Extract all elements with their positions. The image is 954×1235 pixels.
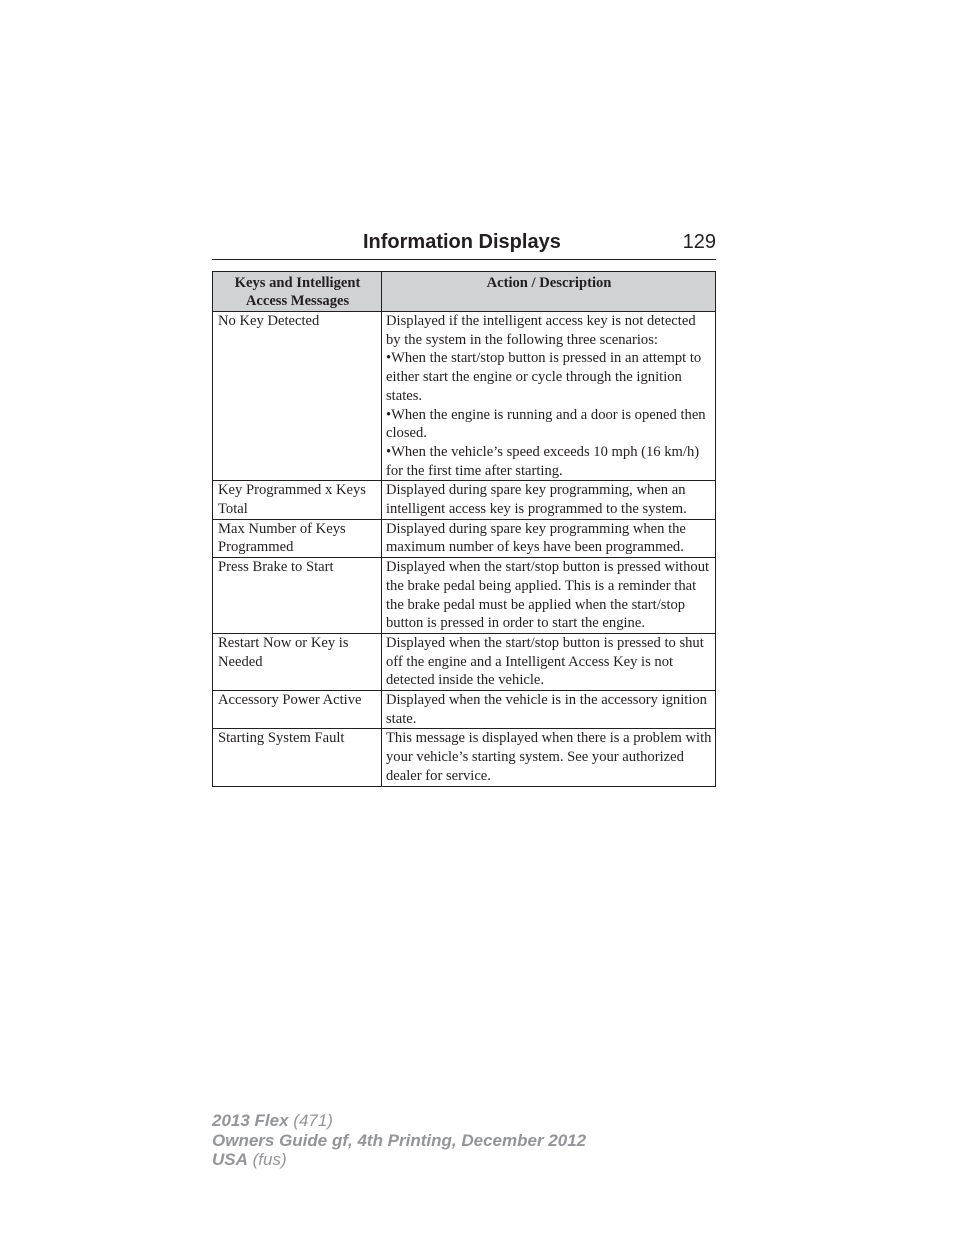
table-row (213, 312, 716, 481)
messages-table (212, 271, 716, 787)
column-header-messages: Keys and Intelligent Access Messages (213, 272, 382, 312)
description-cell: Displayed when the start/stop button is pressed without the brake pedal being applied. This is a reminder that the brake pedal must be applied when the start/stop button is pressed in order to start the engine. (382, 558, 716, 634)
bullet-item: •When the start/stop button is pressed in an attempt to either start the engine or cycle through the ignition states. (386, 350, 702, 404)
footer-market-line (212, 1150, 586, 1170)
table-header-row (213, 272, 716, 312)
table-row (213, 481, 716, 519)
description-cell (382, 312, 716, 481)
message-cell: Accessory Power Active (213, 691, 382, 729)
footer-model-line (212, 1111, 586, 1131)
description-cell: Displayed during spare key programming when the maximum number of keys have been programmed. (382, 519, 716, 557)
message-cell: Max Number of Keys Programmed (213, 519, 382, 557)
table-row (213, 729, 716, 786)
table-row (213, 633, 716, 690)
section-title: Information Displays (363, 231, 561, 253)
message-cell: No Key Detected (213, 312, 382, 481)
column-header-description: Action / Description (382, 272, 716, 312)
footer-printing: Owners Guide gf, 4th Printing, December 2012 (212, 1130, 587, 1150)
description-cell: This message is displayed when there is a problem with your vehicle’s starting system. See your authorized dealer for service. (382, 729, 716, 786)
footer-market-code: (fus) (247, 1150, 287, 1169)
page-footer (212, 1111, 586, 1170)
page-number: 129 (682, 231, 716, 253)
description-cell: Displayed when the vehicle is in the accessory ignition state. (382, 691, 716, 729)
message-cell: Restart Now or Key is Needed (213, 633, 382, 690)
description-intro: Displayed if the intelligent access key is not detected by the system in the following three scenarios: (386, 313, 696, 348)
bullet-item: •When the vehicle’s speed exceeds 10 mph (16 km/h) for the first time after starting. (386, 443, 700, 479)
message-cell: Press Brake to Start (213, 558, 382, 634)
table-row (213, 691, 716, 729)
description-cell: Displayed when the start/stop button is pressed to shut off the engine and a Intelligent Access Key is not detected inside the vehicle. (382, 633, 716, 690)
description-cell: Displayed during spare key programming, when an intelligent access key is programmed to the system. (382, 481, 716, 519)
table-row (213, 519, 716, 557)
table-row (213, 558, 716, 634)
footer-market: USA (212, 1150, 248, 1169)
page-header (212, 229, 716, 260)
footer-model-code: (471) (288, 1111, 333, 1130)
message-cell: Key Programmed x Keys Total (213, 481, 382, 519)
footer-model: 2013 Flex (212, 1111, 289, 1130)
message-cell: Starting System Fault (213, 729, 382, 786)
bullet-item: •When the engine is running and a door is opened then closed. (386, 406, 706, 442)
